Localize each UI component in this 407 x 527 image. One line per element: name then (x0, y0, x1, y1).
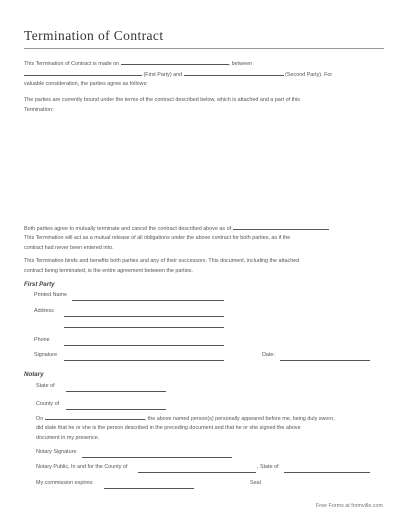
intro-text: (First Party) and (143, 72, 183, 78)
address-label: Address (34, 308, 54, 314)
notary-signature-field[interactable] (82, 457, 232, 458)
clause-3-line-2: contract being terminated, is the entire agreement between the parties. (24, 268, 194, 274)
clause-2-line-1 (24, 224, 329, 234)
clause-2-line-2: This Termination will act as a mutual release of all obligations under the above contract for both parties, as if the (24, 235, 291, 241)
clause-1-line-2: Termination: (24, 107, 54, 113)
clause-3-line-1: This Termination binds and benefits both parties and any of their successors. This document, including the attached (24, 258, 300, 264)
notary-line-2: did state that he or she is the person described in the preceding document and that he or she signed the above (36, 425, 301, 431)
county-of-label: County of (36, 401, 60, 407)
notary-state-field[interactable] (284, 472, 370, 473)
address-field-1[interactable] (64, 316, 224, 317)
title-rule (24, 48, 384, 49)
intro-line-2 (24, 70, 332, 80)
state-of-field[interactable] (66, 391, 166, 392)
address-field-2[interactable] (64, 327, 224, 328)
notary-public-label: Notary Public, In and for the County of (36, 464, 128, 470)
first-party-blank[interactable] (24, 70, 142, 76)
clause-2-line-3: contract had never been entered into. (24, 245, 114, 251)
phone-label: Phone (34, 337, 50, 343)
notary-text: , the above named person(s) personally appeared before me, being duly sworn, (144, 416, 335, 422)
commission-field[interactable] (104, 488, 194, 489)
signature-label: Signature (34, 352, 58, 358)
clause-1-line-1: The parties are currently bound under the terms of the contract described below, which is attached and a part of this (24, 97, 300, 103)
notary-line-3: document in my presence. (36, 435, 100, 441)
termination-date-blank[interactable] (233, 224, 329, 230)
first-party-heading: First Party (24, 281, 55, 288)
intro-text: This Termination of Contract is made on (24, 61, 120, 67)
state-of-label: State of (36, 383, 55, 389)
notary-line-1 (36, 414, 335, 424)
county-of-field[interactable] (66, 409, 166, 410)
phone-field[interactable] (64, 345, 224, 346)
notary-heading: Notary (24, 371, 44, 378)
notary-signature-label: Notary Signature (36, 449, 77, 455)
seal-label: Seal (250, 480, 261, 486)
intro-line-3: valuable consideration, the parties agree as follows: (24, 81, 148, 87)
state-of-short-label: , State of (257, 464, 279, 470)
printed-name-field[interactable] (72, 300, 224, 301)
date-blank[interactable] (121, 59, 229, 65)
date-label: Date: (262, 352, 275, 358)
footer-credit: Free Forms at formville.com (315, 503, 383, 509)
printed-name-label: Printed Name (34, 292, 67, 298)
intro-line-1 (24, 59, 252, 69)
signature-field[interactable] (64, 360, 224, 361)
notary-date-blank[interactable] (45, 414, 145, 420)
intro-text: (Second Party). For (285, 72, 333, 78)
notary-text: On (36, 416, 44, 422)
commission-label: My commission expires: (36, 480, 94, 486)
document-title: Termination of Contract (24, 28, 164, 43)
notary-county-field[interactable] (138, 472, 256, 473)
clause-text: Both parties agree to mutually terminate and cancel the contract described above as of (24, 226, 232, 232)
intro-text: , between (228, 61, 253, 67)
second-party-blank[interactable] (184, 70, 284, 76)
date-field[interactable] (280, 360, 370, 361)
